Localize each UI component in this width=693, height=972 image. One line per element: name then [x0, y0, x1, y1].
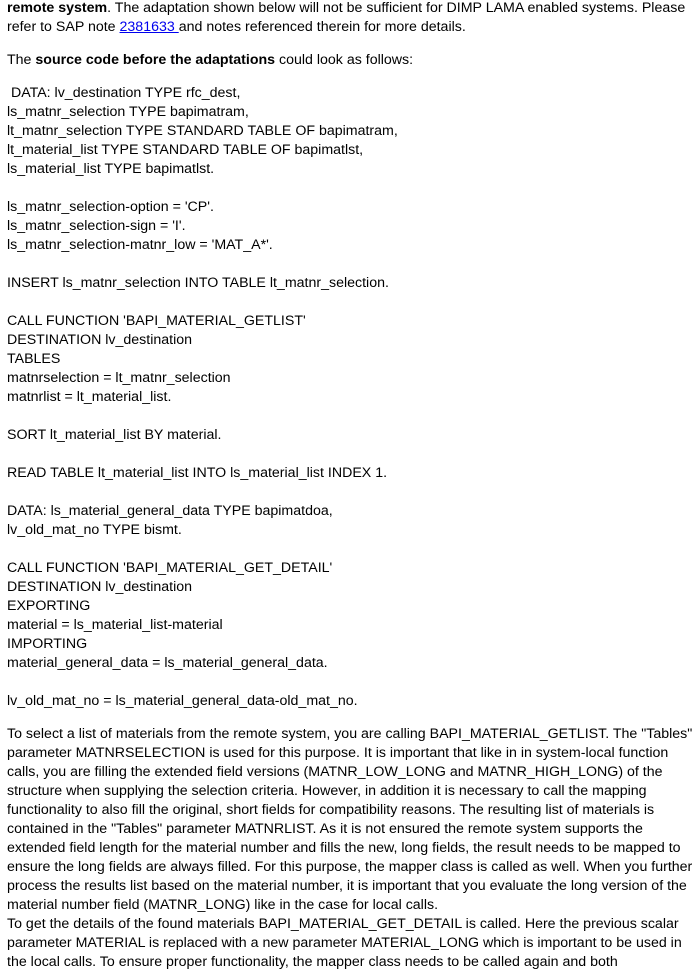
code-block-read — [7, 464, 693, 483]
code-line: DATA: ls_material_general_data TYPE bapimatdoa, — [7, 503, 333, 519]
code-block-getlist-call — [7, 312, 693, 407]
heading-post: could look as follows: — [275, 52, 414, 68]
code-line: matnrlist = lt_material_list. — [7, 389, 172, 405]
code-line: lv_old_mat_no TYPE bismt. — [7, 522, 182, 538]
code-line: ls_matnr_selection-option = 'CP'. — [7, 199, 214, 215]
code-line: TABLES — [7, 351, 61, 367]
code-line: ls_matnr_selection TYPE bapimatram, — [7, 104, 249, 120]
code-block-getdetail-call — [7, 559, 693, 673]
code-block-data-general — [7, 502, 693, 540]
code-line: IMPORTING — [7, 636, 88, 652]
code-line: INSERT ls_matnr_selection INTO TABLE lt_matnr_selection. — [7, 275, 389, 291]
intro-text: . The adaptation shown below will not be sufficient for DIMP LAMA enabled systems. Please refer to SAP note — [7, 0, 686, 35]
code-block-selection — [7, 198, 693, 255]
intro-bold-lead: remote system — [7, 0, 108, 16]
code-line: ls_matnr_selection-matnr_low = 'MAT_A*'. — [7, 237, 273, 253]
code-line: DATA: lv_destination TYPE rfc_dest, — [7, 85, 241, 101]
intro-text-end: and notes referenced therein for more details. — [178, 19, 466, 35]
code-line: lt_matnr_selection TYPE STANDARD TABLE OF bapimatram, — [7, 123, 398, 139]
code-line: material = ls_material_list-material — [7, 617, 223, 633]
source-code-heading — [7, 51, 693, 70]
heading-bold: source code before the adaptations — [35, 52, 276, 68]
code-line: SORT lt_material_list BY material. — [7, 427, 222, 443]
code-line: EXPORTING — [7, 598, 91, 614]
code-line: DESTINATION lv_destination — [7, 579, 193, 595]
code-line: material_general_data = ls_material_general_data. — [7, 655, 328, 671]
explanation-paragraph-getlist: To select a list of materials from the remote system, you are calling BAPI_MATERIAL_GETLIST. The "Tables" parameter MATNRSELECTION is used for this purpose. It is important that like in in system-local function calls, you are filling the extended field versions (MATNR_LOW_LONG and MATNR_HIGH_LONG) of the structure when supplying the selection criteria. However, in addition it is necessary to call the mapping functionality to also fill the original, short fields for compatibility reasons. The resulting list of materials is contained in the "Tables" parameter MATNRLIST. As it is not ensured the remote system supports the extended field length for the material number and fills the new, long fields, the result needs to be mapped to ensure the long fields are always filled. For this purpose, the mapper class is called as well. When you further process the results list based on the material number, it is important that you evaluate the long version of the material number field (MATNR_LONG) like in the case for local calls. — [7, 726, 693, 913]
code-line: READ TABLE lt_material_list INTO ls_material_list INDEX 1. — [7, 465, 388, 481]
code-line: CALL FUNCTION 'BAPI_MATERIAL_GET_DETAIL' — [7, 560, 333, 576]
explanation-paragraph-getdetail: To get the details of the found materials BAPI_MATERIAL_GET_DETAIL is called. Here the previous scalar parameter MATERIAL is replaced with a new parameter MATERIAL_LONG which is important to be used in the local calls. To ensure proper functionality, the mapper class needs to be called again and both — [7, 916, 682, 970]
code-block-sort — [7, 426, 693, 445]
code-line: matnrselection = lt_matnr_selection — [7, 370, 231, 386]
code-line: lt_material_list TYPE STANDARD TABLE OF bapimatlst, — [7, 142, 364, 158]
code-line: lv_old_mat_no = ls_material_general_data-old_mat_no. — [7, 693, 358, 709]
code-block-declarations — [7, 84, 693, 179]
code-line: ls_matnr_selection-sign = 'I'. — [7, 218, 186, 234]
code-block-insert — [7, 274, 693, 293]
heading-pre: The — [7, 52, 36, 68]
sap-note-link[interactable]: 2381633 — [119, 19, 179, 35]
code-line: CALL FUNCTION 'BAPI_MATERIAL_GETLIST' — [7, 313, 306, 329]
intro-paragraph — [7, 0, 693, 37]
code-line: DESTINATION lv_destination — [7, 332, 193, 348]
code-line: ls_material_list TYPE bapimatlst. — [7, 161, 215, 177]
code-block-old-mat-no — [7, 692, 693, 711]
